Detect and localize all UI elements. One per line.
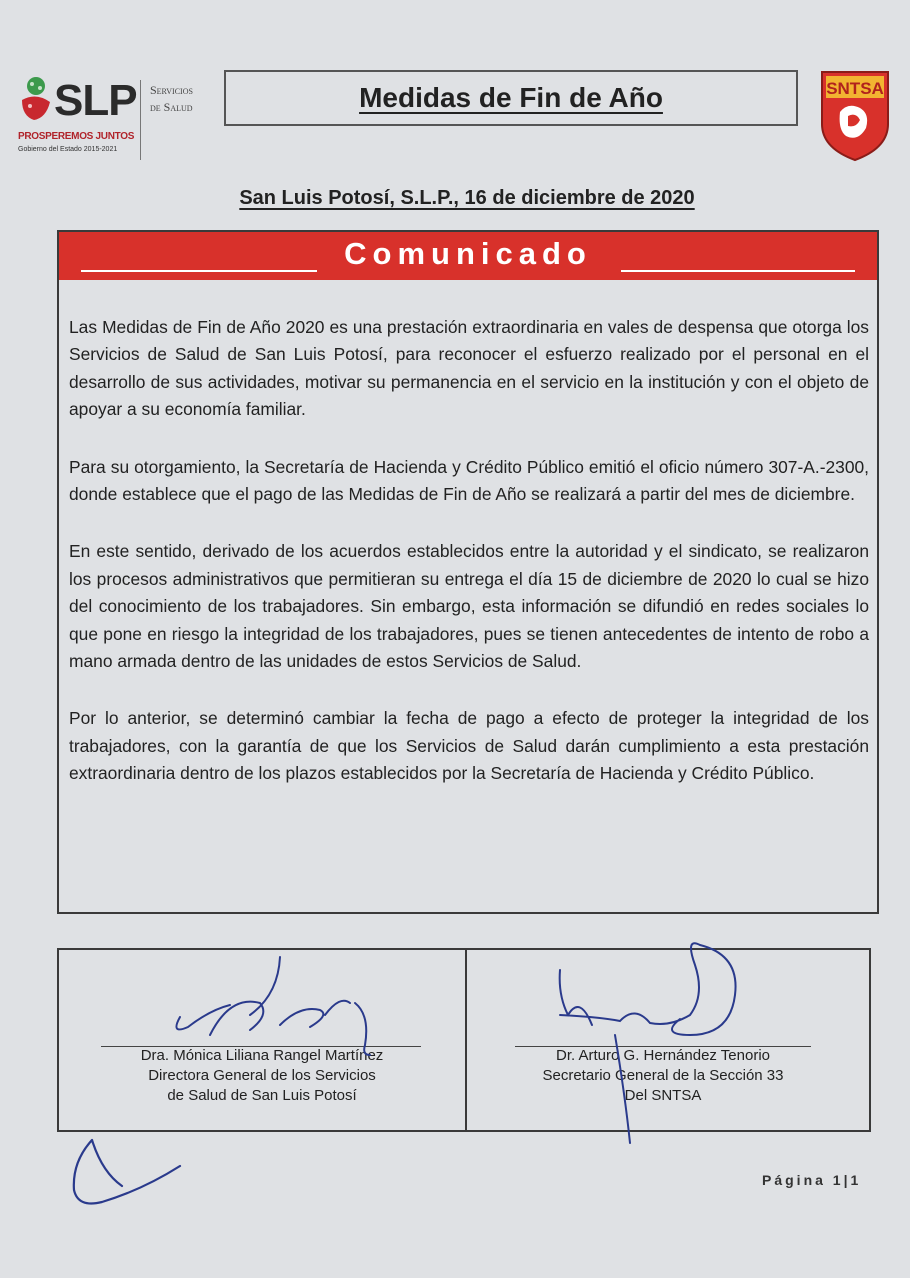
signature-scribble-right — [540, 935, 760, 1150]
slp-logo — [16, 74, 146, 164]
logo-government: Gobierno del Estado 2015-2021 — [18, 146, 118, 153]
sntsa-shield-icon — [818, 68, 892, 162]
communique-box — [57, 230, 879, 914]
sntsa-logo-text: SNTSA — [826, 79, 884, 98]
paragraph: En este sentido, derivado de los acuerdos establecidos entre la autoridad y el sindicato, se realizaron los procesos administrativos que permitieran su entrega el día 15 de diciembre de 2020 lo cual se hizo del conocimiento de los trabajadores. Sin embargo, esta información se difundió en redes sociales lo que pone en riesgo la integridad de los trabajadores, pues se tienen antecedentes de intento de robo a mano armada dentro de las unidades de estos Servicios de Salud. — [69, 541, 869, 672]
document-title: Medidas de Fin de Año — [359, 82, 663, 113]
signature-scribble-left — [150, 955, 390, 1105]
signer-name-right: Dr. Arturo G. Hernández Tenorio — [556, 1047, 770, 1064]
department-line-2: de Salud — [150, 100, 193, 114]
initials-scribble — [62, 1132, 192, 1212]
slp-logo-text: SLP — [54, 76, 137, 125]
signer-role-right-1: Secretario General de la Sección 33 — [542, 1067, 784, 1084]
signer-role-left-2: de Salud de San Luis Potosí — [167, 1087, 357, 1104]
signature-divider — [465, 950, 467, 1130]
signer-role-left-1: Directora General de los Servicios — [148, 1067, 376, 1084]
signer-role-right-2: Del SNTSA — [624, 1087, 702, 1104]
paragraph: Por lo anterior, se determinó cambiar la fecha de pago a efecto de proteger la integridad de los trabajadores, con la garantía de que los Servicios de Salud darán cumplimiento a esta prestación extraordinaria dentro de los plazos establecidos por la Secretaría de Hacienda y Crédito Público. — [69, 708, 869, 784]
communique-header — [59, 232, 877, 280]
page-number: Página 1|1 — [762, 1172, 862, 1188]
signer-name-left: Dra. Mónica Liliana Rangel Martínez — [140, 1047, 384, 1064]
communique-body — [69, 314, 869, 818]
paragraph: Para su otorgamiento, la Secretaría de Hacienda y Crédito Público emitió el oficio número 307-A.-2300, donde establece que el pago de las Medidas de Fin de Año se realizará a partir del mes de diciembre. — [69, 456, 869, 505]
title-box — [224, 70, 798, 126]
logo-slogan: PROSPEREMOS JUNTOS — [18, 131, 135, 142]
paragraph: Las Medidas de Fin de Año 2020 es una prestación extraordinaria en vales de despensa que otorga los Servicios de Salud de San Luis Potosí, para reconocer el esfuerzo realizado por el personal en el desarrollo de sus actividades, motivar su permanencia en el servicio en la institución y con el objeto de apoyar a su economía familiar. — [69, 317, 869, 420]
slp-emblem-icon — [16, 74, 56, 122]
department-name — [150, 82, 193, 116]
communique-heading: Comunicado — [344, 236, 592, 271]
date-line: San Luis Potosí, S.L.P., 16 de diciembre de 2020 — [239, 187, 695, 209]
header-rule-right — [621, 270, 855, 272]
department-line-1: Servicios — [150, 83, 193, 97]
logo-divider — [140, 80, 141, 160]
